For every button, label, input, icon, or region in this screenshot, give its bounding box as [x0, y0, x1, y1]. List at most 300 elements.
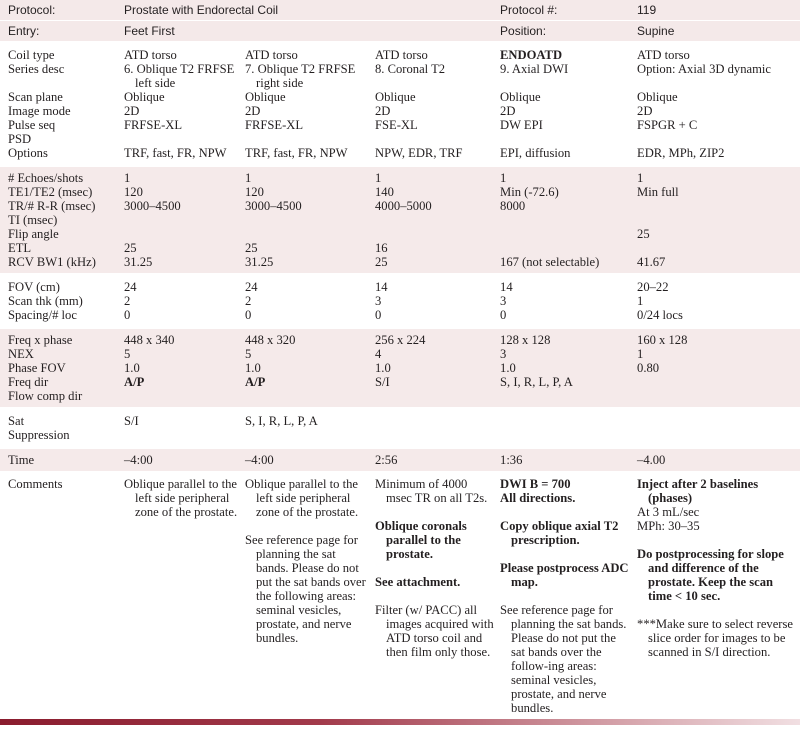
parameter-value-cell [637, 361, 800, 375]
parameter-value-cell [245, 213, 375, 227]
parameter-group [0, 328, 800, 409]
parameter-value-cell [637, 43, 800, 63]
parameter-value-cell [375, 389, 500, 409]
parameter-value: 140 [375, 185, 394, 199]
parameter-value: –4.00 [637, 453, 666, 467]
parameter-value: 6. Oblique T2 FRFSE left side [124, 62, 235, 90]
parameter-row [0, 62, 800, 90]
parameter-row [0, 294, 800, 308]
parameter-value-cell [637, 308, 800, 328]
parameter-row [0, 308, 800, 328]
parameter-value: 0 [124, 308, 131, 322]
parameter-value-cell [124, 132, 245, 146]
parameter-value-cell [375, 448, 500, 472]
parameter-value: S/I [375, 375, 390, 389]
parameter-value: 31.25 [124, 255, 153, 269]
parameter-label-text: Flow comp dir [8, 389, 83, 403]
parameter-value: ATD torso [375, 48, 428, 62]
parameter-label [0, 227, 124, 241]
parameter-value-cell [375, 199, 500, 213]
parameter-value-cell [637, 328, 800, 348]
parameter-value: 2:56 [375, 453, 398, 467]
parameter-value-cell [500, 104, 637, 118]
parameter-value: 25 [637, 227, 650, 241]
parameter-row [0, 213, 800, 227]
parameter-value-cell [124, 275, 245, 295]
parameter-value-cell [637, 185, 800, 199]
parameter-value: 448 x 320 [245, 333, 296, 347]
parameter-value-cell [124, 118, 245, 132]
parameter-value-cell [637, 389, 800, 409]
parameter-label [0, 255, 124, 275]
parameter-value: NPW, EDR, TRF [375, 146, 463, 160]
parameter-value: 24 [124, 280, 137, 294]
parameter-value-cell [245, 166, 375, 186]
parameter-value-cell [637, 146, 800, 166]
parameter-label-text: Pulse seq [8, 118, 56, 132]
parameter-value-cell [375, 361, 500, 375]
parameter-value-cell [637, 227, 800, 241]
protocol-label: Protocol: [0, 0, 124, 21]
comment-paragraph: See reference page for planning the sat bands. Please do not put the sat bands over the follow-ing areas: seminal vesicles, prostate, and nerve bundles. [500, 603, 627, 715]
parameter-value-cell [375, 409, 500, 448]
parameter-value-cell [375, 227, 500, 241]
parameter-value-cell [124, 361, 245, 375]
parameter-value-cell [375, 294, 500, 308]
parameter-row [0, 132, 800, 146]
parameter-value-cell [375, 241, 500, 255]
parameter-value-cell [500, 213, 637, 227]
parameter-value: ATD torso [245, 48, 298, 62]
parameter-value: 1.0 [375, 361, 391, 375]
parameter-value-cell [245, 146, 375, 166]
parameter-value-cell [637, 347, 800, 361]
parameter-value-cell [124, 375, 245, 389]
parameter-value-cell [124, 146, 245, 166]
parameter-value-cell [124, 213, 245, 227]
parameter-value: ATD torso [637, 48, 690, 62]
parameter-value-cell [637, 241, 800, 255]
parameter-value-cell [500, 328, 637, 348]
parameter-label-text: TE1/TE2 (msec) [8, 185, 93, 199]
parameter-value: Oblique [375, 90, 416, 104]
parameter-value: 1.0 [245, 361, 261, 375]
parameter-value-cell [375, 347, 500, 361]
parameter-label-text: Freq x phase [8, 333, 73, 347]
position-value: Supine [637, 21, 800, 43]
parameter-label-text: Flip angle [8, 227, 59, 241]
bottom-decorative-bar [0, 719, 800, 725]
parameter-label [0, 185, 124, 199]
parameter-value: –4:00 [124, 453, 153, 467]
parameter-value: FSE-XL [375, 118, 418, 132]
parameter-label-text: Series desc [8, 62, 65, 76]
parameter-value-cell [375, 118, 500, 132]
parameter-value-cell [637, 132, 800, 146]
parameter-row [0, 199, 800, 213]
parameter-value: ENDOATD [500, 48, 563, 62]
parameter-value: 0/24 locs [637, 308, 683, 322]
parameter-label [0, 132, 124, 146]
parameter-label [0, 90, 124, 104]
parameter-value-cell [500, 227, 637, 241]
parameter-group [0, 166, 800, 275]
parameter-value-cell [245, 241, 375, 255]
parameter-value: 31.25 [245, 255, 274, 269]
parameter-row [0, 90, 800, 104]
parameter-row [0, 275, 800, 295]
parameter-value-cell [245, 275, 375, 295]
parameter-value: 2D [245, 104, 261, 118]
parameter-label [0, 328, 124, 348]
parameter-label-text: PSD [8, 132, 32, 146]
comment-cell [245, 471, 375, 733]
parameter-value-cell [124, 308, 245, 328]
protocol-row [0, 0, 800, 21]
parameter-value-cell [637, 294, 800, 308]
parameter-value-cell [124, 389, 245, 409]
parameter-row [0, 166, 800, 186]
parameter-value-cell [500, 255, 637, 275]
parameter-value-cell [245, 43, 375, 63]
parameter-value: 256 x 224 [375, 333, 426, 347]
protocol-value: Prostate with Endorectal Coil [124, 0, 500, 21]
parameter-value: 24 [245, 280, 258, 294]
parameter-value: S/I [124, 414, 139, 428]
parameter-label [0, 166, 124, 186]
parameter-row [0, 43, 800, 63]
parameter-value-cell [124, 90, 245, 104]
parameter-label-text: Coil type [8, 48, 55, 62]
parameter-value-cell [375, 185, 500, 199]
parameter-label [0, 347, 124, 361]
parameter-label-text: RCV BW1 (kHz) [8, 255, 96, 269]
parameter-value: 2 [124, 294, 131, 308]
parameter-value-cell [500, 409, 637, 448]
comment-paragraph: Oblique parallel to the left side peripheral zone of the prostate. [124, 477, 238, 519]
parameter-value: 160 x 128 [637, 333, 688, 347]
entry-value: Feet First [124, 21, 500, 43]
comments-group [0, 471, 800, 733]
parameter-value: 448 x 340 [124, 333, 175, 347]
parameter-label [0, 199, 124, 213]
parameter-value-cell [124, 62, 245, 90]
parameter-value-cell [375, 166, 500, 186]
parameter-label [0, 409, 124, 448]
parameter-value-cell [124, 294, 245, 308]
parameter-value-cell [500, 241, 637, 255]
parameter-row [0, 255, 800, 275]
parameter-value: Option: Axial 3D dynamic [637, 62, 771, 76]
parameter-row [0, 185, 800, 199]
parameter-value: 2D [637, 104, 653, 118]
parameter-value: Min (-72.6) [500, 185, 559, 199]
parameter-value: –4:00 [245, 453, 274, 467]
parameter-value-cell [500, 185, 637, 199]
parameter-value-cell [245, 448, 375, 472]
parameter-value: 1 [637, 171, 644, 185]
parameter-value: 1 [124, 171, 131, 185]
comment-paragraph: See reference page for planning the sat bands. Please do not put the sat bands over the following areas: seminal vesicles, prostate, and nerve bundles. [245, 533, 366, 645]
parameter-value: 2D [375, 104, 391, 118]
parameter-value-cell [500, 294, 637, 308]
parameter-value: A/P [245, 375, 266, 389]
parameter-value-cell [500, 62, 637, 90]
parameter-value: 14 [375, 280, 388, 294]
parameter-value-cell [375, 308, 500, 328]
parameter-value-cell [500, 146, 637, 166]
parameter-group [0, 409, 800, 448]
parameter-value: Min full [637, 185, 679, 199]
parameter-group [0, 43, 800, 166]
parameter-label [0, 308, 124, 328]
comment-paragraph: Oblique coronals parallel to the prostate. [375, 519, 467, 561]
parameter-value-cell [500, 347, 637, 361]
parameter-value: 5 [245, 347, 252, 361]
parameter-value-cell [245, 347, 375, 361]
parameter-label [0, 62, 124, 90]
parameter-value-cell [245, 104, 375, 118]
comments-label: Comments [0, 471, 124, 733]
comment-cell [375, 471, 500, 733]
parameter-value: EPI, diffusion [500, 146, 571, 160]
parameter-value: TRF, fast, FR, NPW [124, 146, 227, 160]
parameter-label-text: ETL [8, 241, 32, 255]
comment-paragraph: All directions. [500, 491, 576, 505]
parameter-value: FRFSE-XL [124, 118, 183, 132]
comment-cell [500, 471, 637, 733]
parameter-value-cell [124, 185, 245, 199]
parameter-value-cell [500, 199, 637, 213]
parameter-value: 1 [245, 171, 252, 185]
parameter-value-cell [124, 227, 245, 241]
parameter-label [0, 361, 124, 375]
parameter-value: 3 [375, 294, 382, 308]
parameter-value-cell [245, 375, 375, 389]
comment-paragraph: Minimum of 4000 msec TR on all T2s. [375, 477, 488, 505]
parameter-value: FSPGR + C [637, 118, 698, 132]
parameter-label-text: Options [8, 146, 48, 160]
parameter-label-text: Sat Suppression [8, 414, 70, 442]
comment-paragraph: DWI B = 700 [500, 477, 571, 491]
parameter-value-cell [637, 448, 800, 472]
parameter-value-cell [500, 43, 637, 63]
parameter-value: Oblique [245, 90, 286, 104]
parameter-value-cell [637, 275, 800, 295]
comment-paragraph: Inject after 2 baselines (phases) [637, 477, 759, 505]
parameter-value-cell [245, 227, 375, 241]
parameter-value: 120 [124, 185, 143, 199]
parameter-row [0, 118, 800, 132]
parameter-value-cell [500, 132, 637, 146]
parameter-label-text: # Echoes/shots [8, 171, 84, 185]
parameter-value: 0.80 [637, 361, 660, 375]
parameter-value: 0 [500, 308, 507, 322]
parameter-value: 167 (not selectable) [500, 255, 600, 269]
comment-paragraph: Please postprocess ADC map. [500, 561, 629, 589]
parameter-label [0, 118, 124, 132]
parameter-value-cell [637, 118, 800, 132]
parameter-value-cell [637, 199, 800, 213]
parameter-value-cell [124, 199, 245, 213]
parameter-value-cell [124, 43, 245, 63]
parameter-value-cell [375, 375, 500, 389]
parameter-row [0, 146, 800, 166]
parameter-label [0, 146, 124, 166]
parameter-value-cell [245, 389, 375, 409]
parameter-value: 3000–4500 [124, 199, 181, 213]
parameter-value: DW EPI [500, 118, 543, 132]
parameter-value: 2D [124, 104, 140, 118]
parameter-value-cell [245, 308, 375, 328]
parameter-value-cell [375, 132, 500, 146]
parameter-value-cell [245, 294, 375, 308]
parameter-value-cell [375, 104, 500, 118]
parameter-label [0, 389, 124, 409]
parameter-value-cell [375, 90, 500, 104]
parameter-value-cell [124, 347, 245, 361]
parameter-value: 1 [500, 171, 507, 185]
parameter-label [0, 294, 124, 308]
parameter-value-cell [500, 375, 637, 389]
parameter-value-cell [375, 62, 500, 90]
parameter-value-cell [637, 375, 800, 389]
parameter-value-cell [245, 185, 375, 199]
parameter-value-cell [500, 361, 637, 375]
parameter-label [0, 104, 124, 118]
parameter-value-cell [375, 255, 500, 275]
parameter-value: 2D [500, 104, 516, 118]
parameter-value: 1 [637, 294, 644, 308]
parameter-value: 7. Oblique T2 FRFSE right side [245, 62, 356, 90]
parameter-row [0, 328, 800, 348]
protocol-number-value: 119 [637, 0, 800, 21]
parameter-value: Oblique [124, 90, 165, 104]
parameter-value: 8. Coronal T2 [375, 62, 446, 76]
parameter-value: 4 [375, 347, 382, 361]
parameter-label [0, 241, 124, 255]
comment-paragraph: At 3 mL/sec [637, 505, 700, 519]
parameter-value-cell [500, 308, 637, 328]
parameter-label [0, 43, 124, 63]
parameter-value: ATD torso [124, 48, 177, 62]
parameter-row [0, 227, 800, 241]
parameter-value: 1.0 [124, 361, 140, 375]
entry-label: Entry: [0, 21, 124, 43]
parameter-value-cell [500, 448, 637, 472]
parameter-label-text: NEX [8, 347, 34, 361]
parameter-row [0, 104, 800, 118]
parameter-value: 3 [500, 347, 507, 361]
parameter-value: A/P [124, 375, 145, 389]
parameter-value: 8000 [500, 199, 526, 213]
parameter-value-cell [637, 255, 800, 275]
parameter-label-text: Image mode [8, 104, 71, 118]
parameter-value-cell [124, 448, 245, 472]
parameter-value: 16 [375, 241, 388, 255]
parameter-value-cell [245, 118, 375, 132]
parameter-value: 14 [500, 280, 513, 294]
parameter-value-cell [637, 166, 800, 186]
parameter-value-cell [500, 275, 637, 295]
parameter-label [0, 375, 124, 389]
parameter-group [0, 448, 800, 472]
comment-cell [124, 471, 245, 733]
parameter-value-cell [375, 213, 500, 227]
comments-row [0, 471, 800, 733]
parameter-row [0, 361, 800, 375]
parameter-value-cell [500, 166, 637, 186]
parameter-row [0, 409, 800, 448]
parameter-row [0, 347, 800, 361]
parameter-value-cell [245, 90, 375, 104]
parameter-value-cell [245, 255, 375, 275]
parameter-value: 128 x 128 [500, 333, 551, 347]
parameter-value: S, I, R, L, P, A [500, 375, 573, 389]
parameter-value: EDR, MPh, ZIP2 [637, 146, 725, 160]
parameter-value-cell [637, 104, 800, 118]
parameter-value: 25 [245, 241, 258, 255]
parameter-value-cell [124, 104, 245, 118]
parameter-value-cell [637, 409, 800, 448]
parameter-row [0, 448, 800, 472]
comment-paragraph: ***Make sure to select reverse slice order for images to be scanned in S/I direction. [637, 617, 793, 659]
parameter-row [0, 375, 800, 389]
comment-paragraph: MPh: 30–35 [637, 519, 700, 533]
parameter-value: 9. Axial DWI [500, 62, 569, 76]
parameter-value: Oblique [637, 90, 678, 104]
parameter-value: 1 [637, 347, 644, 361]
parameter-label [0, 275, 124, 295]
parameter-value: Oblique [500, 90, 541, 104]
parameter-value-cell [637, 213, 800, 227]
parameter-value: 5 [124, 347, 131, 361]
comment-cell [637, 471, 800, 733]
parameter-value: 0 [375, 308, 382, 322]
entry-row [0, 21, 800, 43]
parameter-row [0, 389, 800, 409]
parameter-label-text: Time [8, 453, 35, 467]
parameter-value: TRF, fast, FR, NPW [245, 146, 348, 160]
parameter-value: 3000–4500 [245, 199, 302, 213]
parameter-value: 25 [124, 241, 137, 255]
comment-paragraph: Copy oblique axial T2 prescription. [500, 519, 619, 547]
parameter-value: FRFSE-XL [245, 118, 304, 132]
parameter-label-text: TR/# R-R (msec) [8, 199, 96, 213]
parameter-value-cell [245, 132, 375, 146]
comment-paragraph: Oblique parallel to the left side peripheral zone of the prostate. [245, 477, 359, 519]
parameter-value-cell [124, 255, 245, 275]
parameter-value: 4000–5000 [375, 199, 432, 213]
parameter-value-cell [124, 409, 245, 448]
parameter-value-cell [500, 389, 637, 409]
parameter-group [0, 275, 800, 328]
parameter-value-cell [245, 361, 375, 375]
parameter-value-cell [375, 43, 500, 63]
parameter-value-cell [375, 328, 500, 348]
parameter-value: 41.67 [637, 255, 666, 269]
parameter-label-text: Freq dir [8, 375, 49, 389]
parameter-value: 0 [245, 308, 252, 322]
parameter-label [0, 213, 124, 227]
parameter-value-cell [500, 118, 637, 132]
parameter-value: 1.0 [500, 361, 516, 375]
parameter-value-cell [124, 328, 245, 348]
parameter-value-cell [245, 199, 375, 213]
comment-paragraph: Filter (w/ PACC) all images acquired with ATD torso coil and then film only those. [375, 603, 494, 659]
parameter-label-text: Spacing/# loc [8, 308, 77, 322]
parameter-value: 20–22 [637, 280, 669, 294]
